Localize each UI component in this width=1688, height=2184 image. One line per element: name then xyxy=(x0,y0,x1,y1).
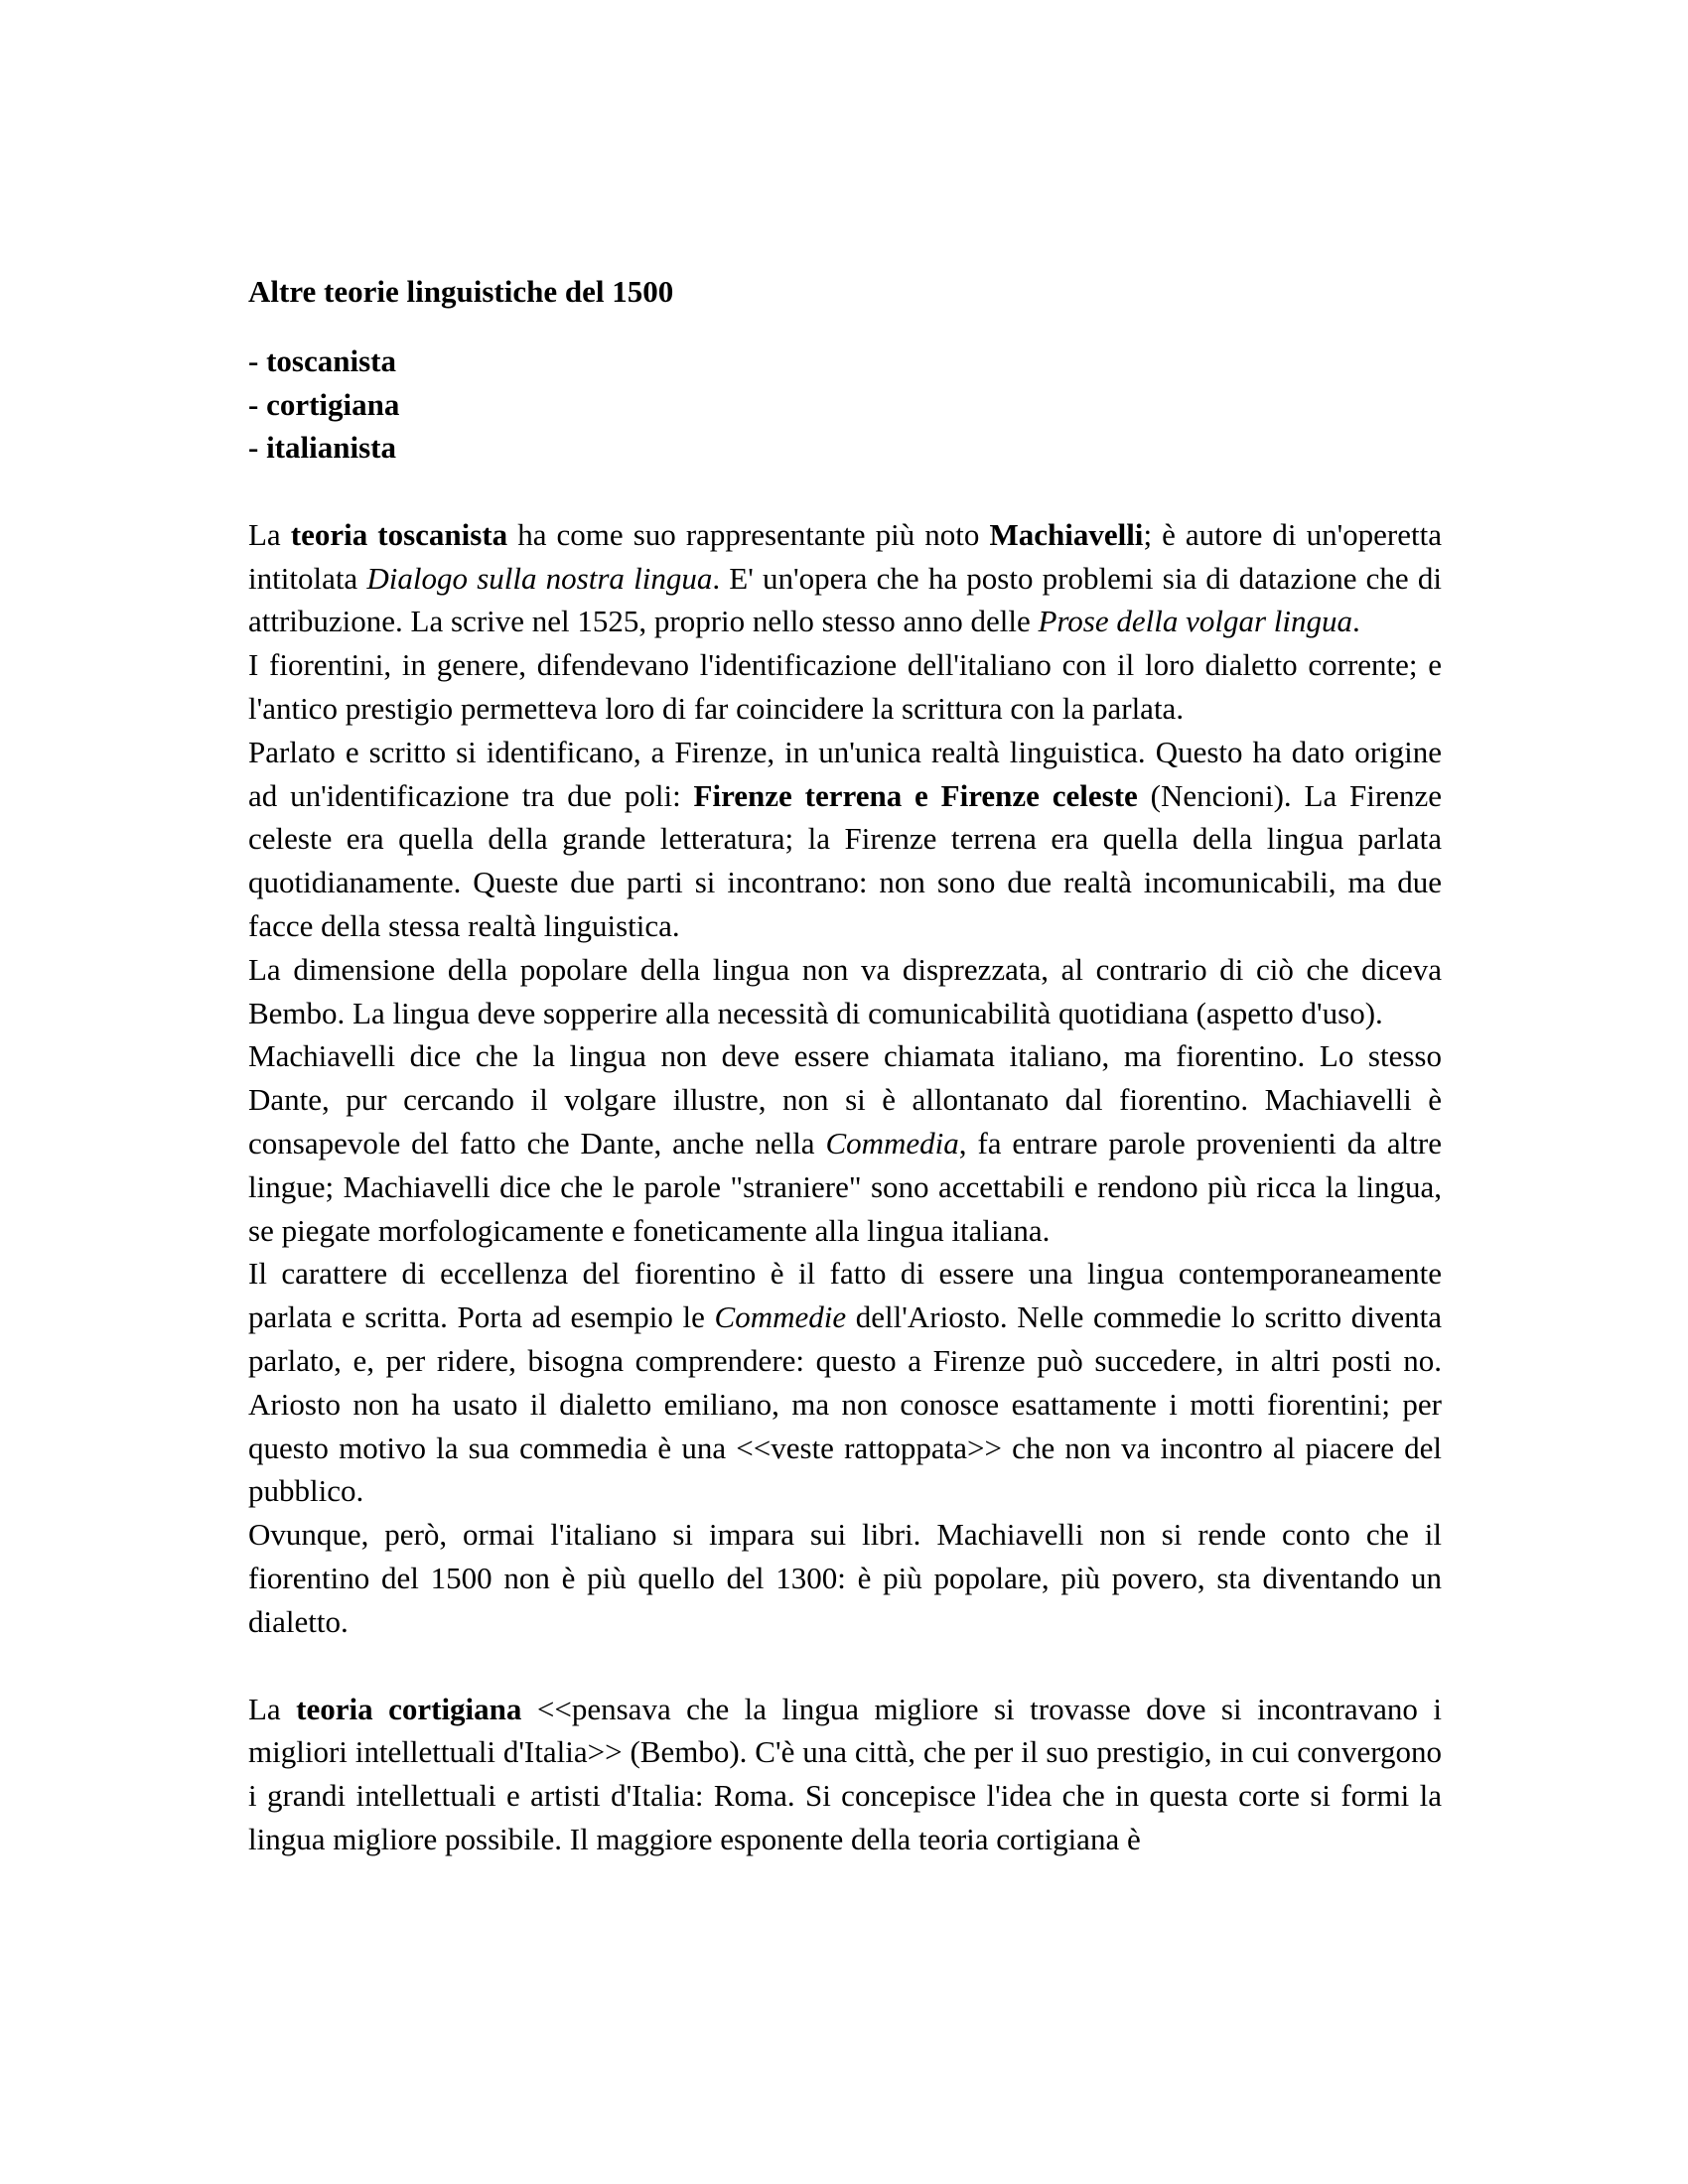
theories-list xyxy=(248,340,1442,470)
paragraph-eccellenza-fiorentino xyxy=(248,1252,1442,1513)
list-item: - italianista xyxy=(248,430,396,466)
page-title: Altre teorie linguistiche del 1500 xyxy=(248,274,674,309)
text-run: Il carattere di eccellenza del fiorentino è il fatto di essere una lingua contemporaneamente parlata e scritta. Porta ad esempio le xyxy=(248,1256,1442,1335)
italic-title: Commedia xyxy=(825,1125,959,1160)
paragraph-cortigiana-intro xyxy=(248,1688,1442,1861)
text-run: . E' un'opera che ha posto problemi sia di datazione che di attribuzione. La scrive nel 1525, proprio nello stesso anno delle xyxy=(248,560,1442,639)
blank-line xyxy=(248,470,1442,513)
bold-term: teoria toscanista xyxy=(290,516,508,552)
text-run: La xyxy=(248,1691,297,1726)
paragraph-machiavelli-dante xyxy=(248,1034,1442,1252)
paragraph-firenze-poli xyxy=(248,731,1442,948)
text-run: dell'Ariosto. Nelle commedie lo scritto diventa parlato, e, per ridere, bisogna comprendere: questo a Firenze può succedere, in altri posti no. Ariosto non ha usato il dialetto emiliano, ma non conosce esattamente i motti fiorentini; per questo motivo la sua commedia è una <<veste rattoppata>> che non va incontro al piacere del pubblico. xyxy=(248,1299,1442,1509)
text-run: , fa entrare parole provenienti da altre lingue; Machiavelli dice che le parole "straniere" sono accettabili e rendono più ricca la lingua, se piegate morfologicamente e foneticamente alla lingua italiana. xyxy=(248,1125,1442,1248)
list-item: - toscanista xyxy=(248,343,396,378)
document-page xyxy=(248,270,1442,1861)
text-run: Machiavelli dice che la lingua non deve essere chiamata italiano, ma fiorentino. Lo stesso Dante, pur cercando il volgare illustre, non si è allontanato dal fiorentino. Machiavelli è consapevole del fatto che Dante, anche nella xyxy=(248,1038,1442,1160)
italic-title: Prose della volgar lingua xyxy=(1038,604,1353,639)
paragraph-fiorentini: I fiorentini, in genere, difendevano l'identificazione dell'italiano con il loro dialetto corrente; e l'antico prestigio permetteva loro di far coincidere la scrittura con la parlata. xyxy=(248,647,1442,726)
text-run: Parlato e scritto si identificano, a Firenze, in un'unica realtà linguistica. Questo ha dato origine ad un'identificazione tra due poli: xyxy=(248,734,1442,813)
paragraph-toscanista-intro xyxy=(248,513,1442,643)
text-run: <<pensava che la lingua migliore si trovasse dove si incontravano i migliori intellettuali d'Italia>> (Bembo). C'è una città, che per il suo prestigio, in cui convergono i grandi intellettuali e artisti d'Italia: Roma. Si concepisce l'idea che in questa corte si formi la lingua migliore possibile. Il maggiore esponente della teoria cortigiana è xyxy=(248,1691,1442,1856)
text-run: ha come suo rappresentante più noto xyxy=(507,516,990,552)
bold-term: Machiavelli xyxy=(989,516,1144,552)
blank-line xyxy=(248,1644,1442,1688)
text-run: La xyxy=(248,516,291,552)
list-item: - cortigiana xyxy=(248,386,400,422)
italic-title: Commedie xyxy=(714,1299,847,1335)
italic-title: Dialogo sulla nostra lingua xyxy=(366,560,713,596)
bold-term: Firenze terrena e Firenze celeste xyxy=(693,777,1138,813)
paragraph-ovunque: Ovunque, però, ormai l'italiano si impara sui libri. Machiavelli non si rende conto che il fiorentino del 1500 non è più quello del 1300: è più popolare, più povero, sta diventando un dialetto. xyxy=(248,1517,1442,1639)
text-run: ; è autore di un'operetta intitolata xyxy=(248,516,1443,596)
text-run: (Nencioni). La Firenze celeste era quella della grande letteratura; la Firenze terrena era quella della lingua parlata quotidianamente. Queste due parti si incontrano: non sono due realtà incomunicabili, ma due facce della stessa realtà linguistica. xyxy=(248,777,1443,943)
text-run: . xyxy=(1352,604,1360,639)
paragraph-dimensione-popolare: La dimensione della popolare della lingua non va disprezzata, al contrario di ciò che diceva Bembo. La lingua deve sopperire alla necessità di comunicabilità quotidiana (aspetto d'uso). xyxy=(248,951,1442,1030)
bold-term: teoria cortigiana xyxy=(296,1691,522,1726)
